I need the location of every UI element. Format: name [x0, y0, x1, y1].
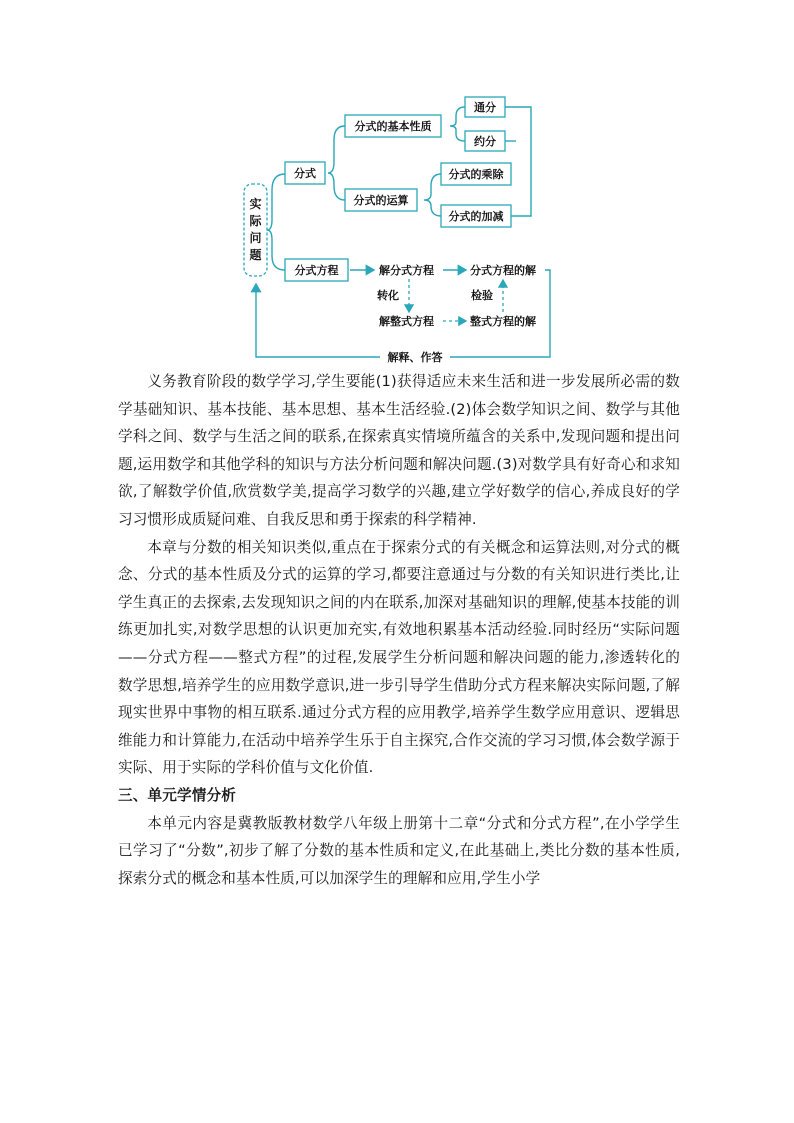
paragraph-student-analysis: 本单元内容是冀教版教材数学八年级上册第十二章“分式和分式方程”,在小学学生已学习了“分数”,初步了解了分数的基本性质和定义,在此基础上,类比分数的基本性质,探索分式的概念和基本性质,可以加深学生的理解和应用,学生小学 [118, 814, 680, 887]
label-operations: 分式的运算 [353, 194, 409, 207]
label-mult-div: 分式的乘除 [448, 168, 504, 181]
brace-actual-problem [267, 174, 285, 270]
brace-operations [424, 174, 441, 216]
label-add-sub: 分式的加减 [448, 210, 504, 223]
section-heading-student-analysis: 三、单元学情分析 [118, 786, 236, 804]
label-fraction: 分式 [294, 167, 316, 180]
label-reduction: 约分 [474, 135, 496, 148]
paragraph-chapter-overview: 本章与分数的相关知识类似,重点在于探索分式的有关概念和运算法则,对分式的概念、分式的基本性质及分式的运算的学习,都要注意通过与分数的有关知识进行类比,让学生真正的去探索,去发现知识之间的内在联系,加深对基础知识的理解,使基本技能的训练更加扎实,对数学思想的认识更加充实,有效地积累基本活动经验.同时经历“实际问题——分式方程——整式方程”的过程,发展学生分析问题和解决问题的能力,渗透转化的数学思想,培养学生的应用数学意识,进一步引导学生借助分式方程来解决实际问题,了解现实世界中事物的相互联系.通过分式方程的应用教学,培养学生数学应用意识、逻辑思维能力和计算能力,在活动中培养学生乐于自主探究,合作交流的学习习惯,体会数学源于实际、用于实际的学科价值与文化价值. [118, 538, 680, 777]
label-interpret-answer: 解释、作答 [387, 351, 443, 364]
actual-problem-char-3: 问 [249, 231, 262, 245]
loop-back-path [256, 270, 550, 357]
label-common-denominator: 通分 [474, 101, 496, 114]
knowledge-structure-diagram [0, 0, 794, 370]
paragraph-learning-goals: 义务教育阶段的数学学习,学生要能(1)获得适应未来生活和进一步发展所必需的数学基础知识、基本技能、基本思想、基本生活经验.(2)体会数学知识之间、数学与其他学科之间、数学与生活之间的联系,在探索真实情境所蕴含的关系中,发现问题和提出问题,运用数学和其他学科的知识与方法分析问题和解决问题.(3)对数学具有好奇心和求知欲,了解数学价值,欣赏数学美,提高学习数学的兴趣,建立学好数学的信心,养成良好的学习习惯形成质疑问难、自我反思和勇于探索的科学精神. [118, 373, 680, 528]
label-solve-fraction-eq: 解分式方程 [379, 264, 434, 277]
label-solve-integral-eq: 解整式方程 [379, 315, 434, 328]
label-fraction-eq-solution: 分式方程的解 [470, 264, 536, 277]
actual-problem-char-2: 际 [249, 214, 262, 228]
brace-fraction [328, 126, 345, 200]
actual-problem-char-1: 实 [249, 197, 262, 211]
actual-problem-char-4: 题 [249, 248, 262, 262]
label-check: 检验 [471, 289, 493, 302]
label-transform: 转化 [377, 289, 399, 302]
label-basic-property: 分式的基本性质 [354, 120, 432, 133]
bracket-right-links [505, 107, 531, 216]
label-integral-eq-solution: 整式方程的解 [470, 315, 536, 328]
label-fraction-equation: 分式方程 [294, 264, 339, 277]
body-text [118, 368, 680, 892]
brace-basic-property [450, 107, 465, 141]
